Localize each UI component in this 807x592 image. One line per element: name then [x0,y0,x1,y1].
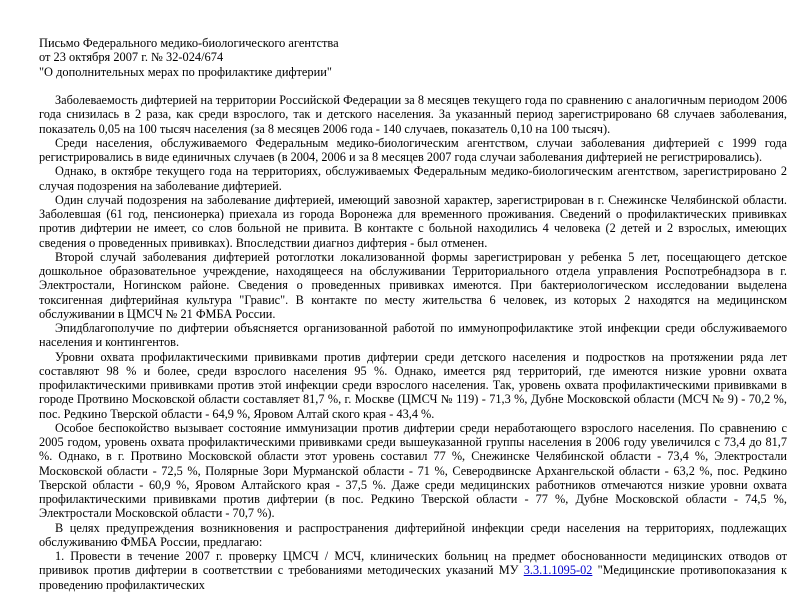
header-line-2: от 23 октября 2007 г. № 32-024/674 [39,50,224,65]
paragraph-10-text-end: "Медицинские противопоказания к проведению профилактических [39,563,788,592]
paragraph-2: Среди населения, обслуживаемого Федеральным медико-биологическим агентством, случаи заболевания дифтерией с 1999 года регистрировались в виде единичных случаев (в 2004, 2006 и за 8 месяцев 2007 года случаи заболевания дифтерией не регистрировались). [39,135,787,165]
paragraph-1: Заболеваемость дифтерией на территории Российской Федерации за 8 месяцев текущего года по сравнению с аналогичным периодом 2006 года снизилась в 2 раза, как среди взрослого, так и детского населения. За указанный период зарегистрировано 68 случаев заболевания, показатель 0,05 на 100 тысяч населения (за 8 месяцев 2006 года - 140 случаев, показатель 0,10 на 100 тысяч). [39,93,787,136]
document-link-mu[interactable]: 3.3.1.1095-02 [523,563,593,578]
paragraph-9: В целях предупреждения возникновения и распространения дифтерийной инфекции среди населения на территориях, подлежащих обслуживанию ФМБА России, предлагаю: [39,520,787,549]
paragraph-5: Второй случай заболевания дифтерией ротоглотки локализованной формы зарегистрирован у ребенка 5 лет, посещающего детское дошкольное образовательное учреждение, находящееся на обслуживании Территориального отдела управления Роспотребнадзора в г. Электростали, Ногинском районе. Сведения о проведенных прививках имеются. При бактериологическом исследовании выделена токсигенная дифтерийная культура "Гравис". В контакте по месту жительства 6 человек, из которых 2 находятся на медицинском обслуживании в ЦМСЧ № 21 ФМБА России. [39,249,787,321]
paragraph-10-text-start: 1. Провести в течение 2007 г. проверку ЦМСЧ / МСЧ, клинических больниц на предмет обоснованности медицинских отводов от прививок против дифтерии в соответствии с требованиями методических указаний МУ [39,549,787,578]
document-body [39,93,787,592]
paragraph-3: Однако, в октябре текущего года на территориях, обслуживаемых Федеральным медико-биологическим агентством, зарегистрировано 2 случая подозрения на заболевание дифтерией. [39,164,787,193]
document-header [39,36,787,79]
paragraph-6: Эпидблагополучие по дифтерии объясняется организованной работой по иммунопрофилактике этой инфекции среди обслуживаемого населения и контингентов. [39,321,787,350]
paragraph-8: Особое беспокойство вызывает состояние иммунизации против дифтерии среди неработающего взрослого населения. По сравнению с 2005 годом, уровень охвата профилактическими прививками среди вышеуказанной группы населения в 2006 году увеличился с 73,4 до 81,7 %. Однако, в г. Протвино Московской области этот уровень составил 77 %, Снежинске Челябинской области - 73,4 %, Электростали Московской области - 72,5 %, Полярные Зори Мурманской области - 71 %, Северодвинске Архангельской области - 63,2 %, пос. Редкино Тверской области - 60,9 %, Яровом Алтайского края - 37,5 %. Даже среди медицинских работников отмечаются низкие уровни охвата профилактическими прививками против дифтерии (в пос. Редкино Тверской области - 77 %, Дубне Московской области - 74,5 %, Электростали Московской области - 70,7 %). [39,420,787,521]
paragraph-10 [39,549,787,592]
header-line-3: "О дополнительных мерах по профилактике дифтерии" [39,64,332,79]
paragraph-7: Уровни охвата профилактическими прививками против дифтерии среди детского населения и подростков на протяжении ряда лет составляют 98 % и более, среди взрослого населения 95 %. Однако, имеется ряд территорий, где имеются низкие уровни охвата профилактическими прививками против этой инфекции среди взрослого населения. Так, уровень охвата профилактическими прививками в городе Протвино Московской области составляет 81,7 %, г. Москве (ЦМСЧ № 119) - 71,3 %, Дубне Московской области (МСЧ № 9) - 70,2 %, пос. Редкино Тверской области - 64,9 %, Яровом Алтай ского края - 43,4 %. [39,349,787,421]
paragraph-4: Один случай подозрения на заболевание дифтерией, имеющий завозной характер, зарегистрирован в г. Снежинске Челябинской области. Заболевшая (61 год, пенсионерка) приехала из города Воронежа для временного проживания. Сведений о профилактических прививках против дифтерии не имеет, со слов больной не привита. В контакте с больной находились 4 человека (2 детей и 2 взрослых, имеющих сведения о проведенных прививках). Впоследствии диагноз дифтерия - был отменен. [39,192,787,250]
header-line-1: Письмо Федерального медико-биологического агентства [39,36,339,50]
